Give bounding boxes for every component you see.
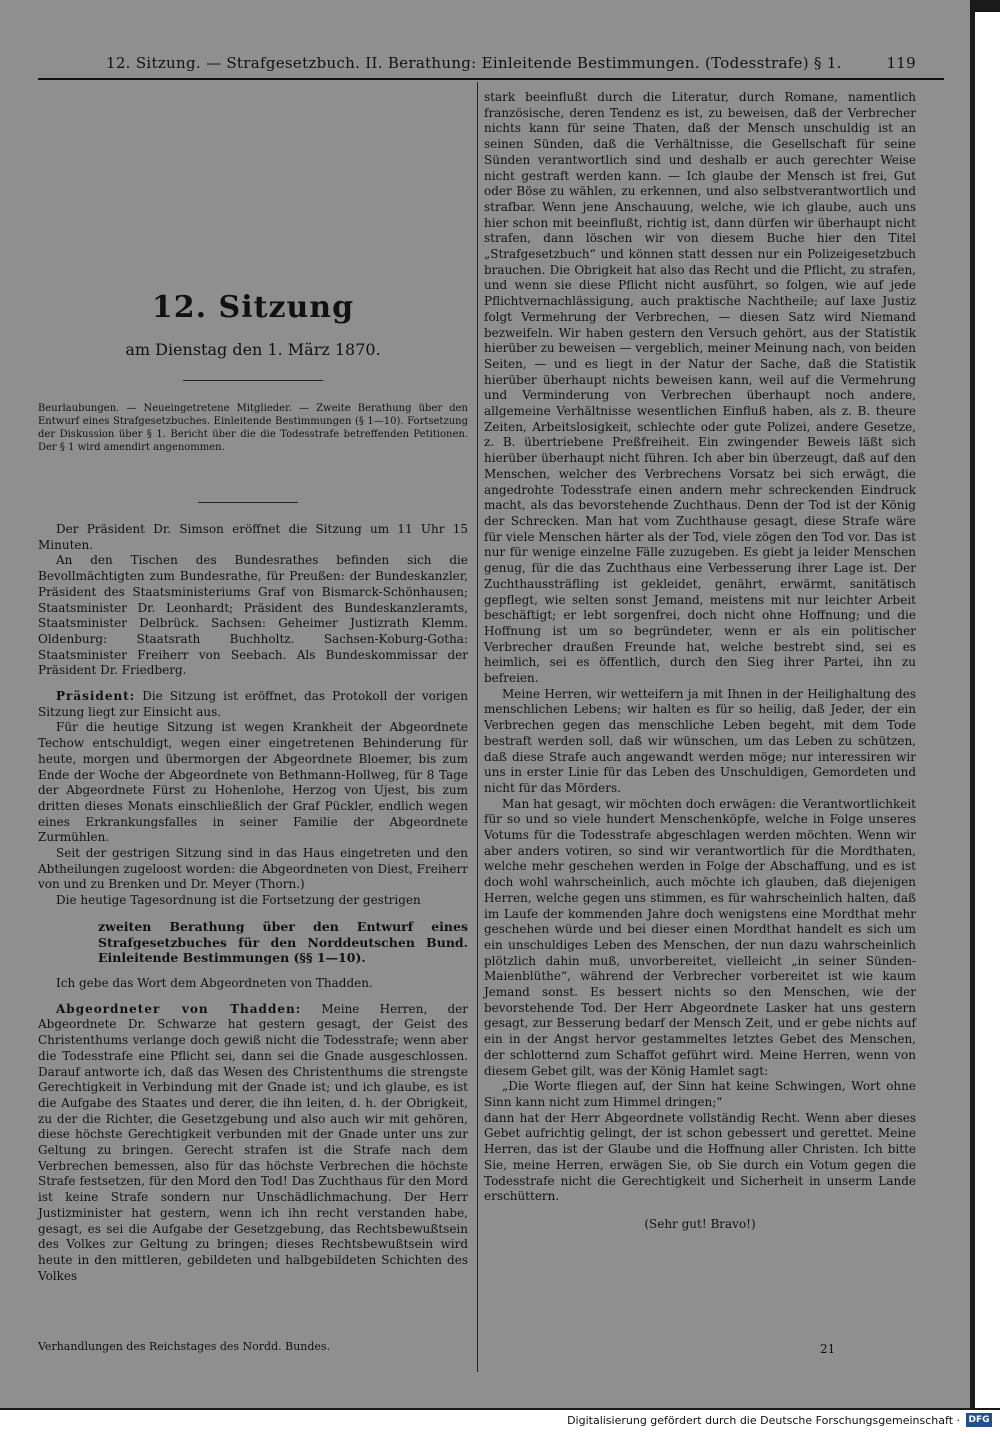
session-title: 12. Sitzung bbox=[151, 290, 355, 325]
eingetreten-paragraph: Seit der gestrigen Sitzung sind in das Haus eingetreten und den Abtheilungen zugeloost worden: die Abgeordneten von Diest, Freiherr von und zu Brenken und Dr. Meyer (Thorn.) bbox=[38, 846, 468, 892]
digitization-footer bbox=[0, 1408, 1000, 1434]
funding-credit: Digitalisierung gefördert durch die Deutsche Forschungsgemeinschaft · bbox=[567, 1414, 960, 1427]
footnote: Verhandlungen des Reichstages des Nordd. Bundes. bbox=[38, 1340, 331, 1353]
agenda-item: zweiten Berathung über den Entwurf eines Strafgesetzbuches für den Norddeutschen Bund. Einleitende Bestimmungen (§§ 1—10). bbox=[98, 918, 468, 966]
right-paragraph-1: stark beeinflußt durch die Literatur, durch Romane, namentlich französische, deren Tendenz es ist, zu beweisen, daß der Verbrecher nichts kann für seine Thaten, daß der Mensch unschuldig ist an seinen Sünden, daß die Verhältnisse, die Gesellschaft für seine Sünden verantwortlich sind und deshalb er auch gerechter Weise nicht gestraft werden kann. — Ich glaube der Mensch ist frei, Gut oder Böse zu wählen, zu erkennen, und also selbstverantwortlich und strafbar. Wenn jene Anschauung, welche, wie ich glaube, auch uns hier schon mit beeinflußt, richtig ist, dann dürfen wir überhaupt nicht strafen, dann löschen wir von diesem Buche hier den Titel „Strafgesetzbuch“ und können statt dessen nur ein Polizeigesetzbuch brauchen. Die Obrigkeit hat also das Recht und die Pflicht, zu strafen, und wenn sie diese Pflicht nicht ausführt, so folgen, wie auf jede Pflichtvernachlässigung, auch praktische Nachtheile; auf laxe Justiz folgt Vermehrung der Verbrechen, — diesen Satz wird Niemand bezweifeln. Wir haben gestern den Versuch gehört, aus der Statistik hierüber zu beweisen — vergeblich, meiner Meinung nach, von beiden Seiten, — und es liegt in der Natur der Sache, daß die Statistik hierüber überhaupt nichts beweisen kann, weil auf die Vermehrung und Verminderung von Verbrechen überhaupt noch andere, allgemeine Verhältnisse wesentlichen Einfluß haben, als z. B. theure Zeiten, Arbeitslosigkeit, schlechte oder gute Polizei, andere Gesetze, z. B. übertriebene Preßfreiheit. Ein zwingender Beweis läßt sich hierüber überhaupt nicht führen. Ich aber bin überzeugt, daß auf den Menschen, welcher des Verbrechens Vorsatz bei sich erwägt, die angedrohte Todesstrafe einen andern mehr schreckenden Eindruck macht, als das bevorstehende Zuchthaus. Denn der Tod ist der König der Schrecken. Man hat vom Zuchthause gesagt, diese Strafe wäre für viele Menschen härter als der Tod, viele zögen den Tod vor. Das ist nur für wenige einzelne Fälle zuzugeben. Es giebt ja leider Menschen genug, für die das Zuchthaus eine Verbesserung ihrer Lage ist. Der Zuchthaussträfling ist gekleidet, genährt, erwärmt, sanitätisch gepflegt, wie selten sonst Jemand, meistens mit nur leichter Arbeit beschäftigt; er lebt sorgenfrei, doch nicht ohne Hoffnung; und die Hoffnung ist um so begründeter, wenn er als ein politischer Verbrecher draußen Freunde hat, welche bestrebt sind, sei es heimlich, sei es öffentlich, durch den Sieg ihrer Partei, ihn zu befreien. bbox=[484, 90, 916, 686]
signature-mark: 21 bbox=[820, 1342, 836, 1356]
left-body bbox=[38, 522, 468, 1284]
summary-rule bbox=[198, 502, 298, 503]
entschuldigt-paragraph: Für die heutige Sitzung ist wegen Krankheit der Abgeordnete Techow entschuldigt, wegen einer eingetretenen Behinderung für heute, morgen und übermorgen der Abgeordnete Bloemer, bis zum Ende der Woche der Abgeordnete von Bethmann-Hollweg, für 8 Tage der Abgeordnete Fürst zu Hohenlohe, Herzog von Ujest, bis zum dritten dieses Monats einschließlich der Graf Pückler, endlich wegen eines Erkrankungsfalles in seiner Familie der Abgeordnete Zurmühlen. bbox=[38, 720, 468, 845]
header-rule bbox=[38, 78, 944, 80]
scan-edge-cap bbox=[975, 0, 1000, 12]
praesident-paragraph bbox=[38, 689, 468, 720]
right-paragraph-2: Meine Herren, wir wetteifern ja mit Ihnen in der Heilighaltung des menschlichen Lebens; wir halten es für so heilig, daß Jeder, der ein Verbrechen gegen das menschliche Leben begeht, mit dem Tode bestraft werden soll, daß wir wünschen, um das Leben zu schützen, daß diese Strafe auch angewandt werden möge; nur interessiren wir uns in erster Linie für das Leben des Unschuldigen, Gemordeten und nicht für das Mörders. bbox=[484, 686, 916, 795]
session-date: am Dienstag den 1. März 1870. bbox=[125, 340, 381, 359]
bundesrath-paragraph: An den Tischen des Bundesrathes befinden sich die Bevollmächtigten zum Bundesrathe, für Preußen: der Bundeskanzler, Präsident des Staatsministeriums Graf von Bismarck-Schönhausen; Staatsminister Dr. Leonhardt; Präsident des Bundeskanzleramts, Staatsminister Delbrück. Sachsen: Geheimer Justizrath Klemm. Oldenburg: Staatsrath Buchholtz. Sachsen-Koburg-Gotha: Staatsminister Freiherr von Seebach. Als Bundeskommissar der Präsident Dr. Friedberg. bbox=[38, 553, 468, 678]
scan-edge bbox=[970, 0, 1000, 1408]
applause-note: (Sehr gut! Bravo!) bbox=[644, 1216, 756, 1231]
title-rule bbox=[183, 380, 323, 381]
tagesordnung-paragraph: Die heutige Tagesordnung ist die Fortsetzung der gestrigen bbox=[56, 893, 421, 908]
running-head-title: 12. Sitzung. — Strafgesetzbuch. II. Berathung: Einleitende Bestimmungen. (Todesstrafe) § 1. bbox=[106, 54, 842, 72]
wort-paragraph: Ich gebe das Wort dem Abgeordneten von Thadden. bbox=[56, 975, 373, 990]
speaker-label: Präsident: bbox=[56, 689, 136, 704]
opening-paragraph: Der Präsident Dr. Simson eröffnet die Sitzung um 11 Uhr 15 Minuten. bbox=[38, 522, 468, 552]
right-paragraph-4: dann hat der Herr Abgeordnete vollständig Recht. Wenn aber dieses Gebet aufrichtig gelingt, der ist schon gebessert und gerettet. Meine Herren, das ist der Glaube und die Hoffnung aller Christen. Ich bitte Sie, meine Herren, erwägen Sie, ob Sie durch ein Votum gegen die Todesstrafe nicht die Gerechtigkeit und Sicherheit in unserm Lande erschüttern. bbox=[484, 1110, 916, 1204]
speaker-label: Abgeordneter von Thadden: bbox=[56, 1001, 302, 1016]
thadden-text: Meine Herren, der Abgeordnete Dr. Schwarze hat gestern gesagt, der Geist des Christenthums verlange doch gewiß nicht die Todesstrafe; wenn aber die Todesstrafe eine Pflicht sei, dann sei die Gnade ausgeschlossen. Darauf antworte ich, daß das Wesen des Christenthums die strengste Gerechtigkeit in Verbindung mit der Gnade ist; und ich glaube, es ist die Aufgabe des Staates und derer, die ihn leiten, d. h. der Obrigkeit, zu der die Richter, die Gesetzgebung und also auch wir mit gehören, diese höchste Gerechtigkeit verbunden mit der Gnade unter uns zur Geltung zu bringen. Gerecht strafen ist die Strafe nach dem Verbrechen bemessen, also für das höchste Verbrechen die höchste Strafe festsetzen, für den Mord den Tod! Das Zuchthaus für den Mord ist keine Strafe sondern nur Unschädlichmachung. Der Herr Justizminister hat gestern, wenn ich ihn recht verstanden habe, gesagt, es sei die Aufgabe der Gesetzgebung, das Rechtsbewußtsein des Volkes zur Geltung zu bringen; dieses Rechtsbewußtsein wird heute in den mittleren, gebildeten und halbgebildeten Schichten des Volkes bbox=[38, 1001, 469, 1283]
right-body bbox=[484, 90, 916, 1233]
running-head bbox=[38, 50, 944, 74]
session-summary: Beurlaubungen. — Neueingetretene Mitglieder. — Zweite Berathung über den Entwurf eines Strafgesetzbuches. Einleitende Bestimmungen (§ 1—10). Fortsetzung der Diskussion über § 1. Bericht über die die Todesstrafe betreffenden Petitionen. Der § 1 wird amendirt angenommen. bbox=[38, 403, 468, 453]
page-number: 119 bbox=[886, 54, 916, 72]
thadden-paragraph bbox=[38, 1002, 468, 1285]
dfg-logo: DFG bbox=[966, 1413, 992, 1427]
praesident-text: Die Sitzung ist eröffnet, das Protokoll der vorigen Sitzung liegt zur Einsicht aus. bbox=[38, 689, 468, 719]
hamlet-quote: „Die Worte fliegen auf, der Sinn hat keine Schwingen, Wort ohne Sinn kann nicht zum Himmel dringen;“ bbox=[484, 1079, 916, 1109]
right-paragraph-3: Man hat gesagt, wir möchten doch erwägen: die Verantwortlichkeit für so und so viele hundert Menschenköpfe, welche in Folge unseres Votums für die Todesstrafe abgeschlagen werden möchten. Wenn wir aber anders votiren, so sind wir verantwortlich für die Mordthaten, welche mehr geschehen werden in Folge der Abschaffung, und es ist doch wohl wahrscheinlich, auch möchte ich glauben, daß diejenigen Herren, welche gegen uns stimmen, es für wahrscheinlich halten, daß im Laufe der kommenden Jahre doch wenigstens eine Mordthat mehr geschehen würde und bei dieser einen Mordthat handelt es sich um ein unschuldiges Leben des Menschen, der nun dazu wahrscheinlich plötzlich dahin muß, unvorbereitet, vielleicht „in seiner Sünden-Maienblüthe“, während der Verbrecher vorbereitet ist wie kaum Jemand sonst. Es bessert nichts so den Menschen, wie der bevorstehende Tod. Der Herr Abgeordnete Lasker hat uns gestern gesagt, zur Besserung bedarf der Mensch Zeit, und er gebe nichts auf ein in der Angst hervor gestammeltes letztes Gebet des Menschen, der schlotternd zum Schaffot geführt wird. Meine Herren, wenn von diesem Gebet gilt, was der König Hamlet sagt: bbox=[484, 796, 916, 1078]
column-divider bbox=[477, 82, 478, 1372]
scan-edge-bar bbox=[970, 0, 975, 1408]
